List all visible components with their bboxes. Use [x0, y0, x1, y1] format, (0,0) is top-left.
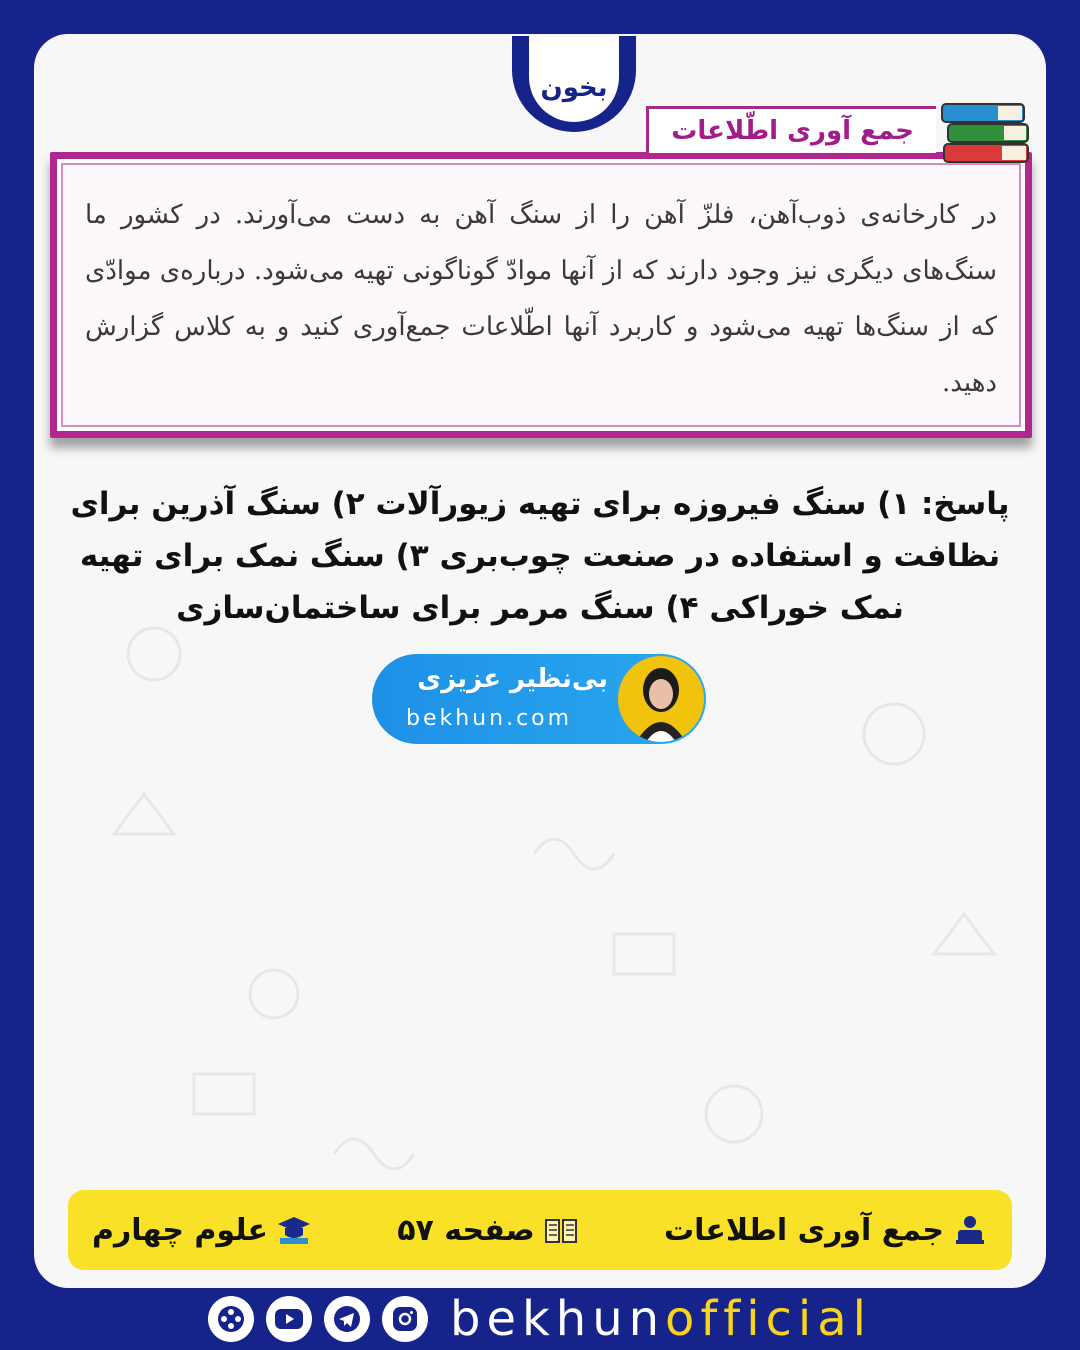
film-icon[interactable] — [208, 1296, 254, 1342]
youtube-icon[interactable] — [266, 1296, 312, 1342]
brand-logo: بخون — [540, 73, 608, 103]
info-page — [397, 1212, 578, 1248]
excerpt-frame — [50, 152, 1032, 438]
brand-handle-part2: official — [665, 1291, 873, 1347]
excerpt-paragraph: در کارخانه‌ی ذوب‌آهن، فلزّ آهن را از سنگ آهن به دست می‌آورند. در کشور ما سنگ‌های دیگری نیز وجود دارند که از آنها موادّ گوناگونی تهیه می‌شود. درباره‌ی موادّی که از سنگ‌ها تهیه می‌شود و کاربرد آنها اطّلاعات جمع‌آوری کنید و به کلاس گزارش دهید. — [85, 200, 997, 398]
info-topic — [664, 1212, 988, 1248]
brand-handle[interactable] — [450, 1291, 872, 1347]
telegram-icon[interactable] — [324, 1296, 370, 1342]
footer-social — [0, 1288, 1080, 1350]
instagram-icon[interactable] — [382, 1296, 428, 1342]
info-subject-label: علوم چهارم — [92, 1212, 268, 1248]
author-badge — [372, 654, 706, 744]
teacher-icon — [952, 1212, 988, 1248]
answer-text: پاسخ: ۱) سنگ فیروزه برای تهیه زیورآلات ۲) سنگ آذرین برای نظافت و استفاده در صنعت چوب‌بری ۳) سنگ نمک برای تهیه نمک خوراکی ۴) سنگ مرمر برای ساختمان‌سازی — [70, 486, 1010, 626]
info-page-label: صفحه ۵۷ — [397, 1212, 535, 1248]
excerpt-header-label: جمع آوری اطّلاعات — [671, 116, 914, 146]
author-avatar — [618, 656, 704, 742]
author-name: بی‌نظیر عزیزی — [417, 664, 608, 694]
info-subject — [92, 1212, 312, 1248]
books-icon — [938, 94, 1034, 168]
open-book-icon — [543, 1212, 579, 1248]
excerpt-header — [646, 106, 936, 153]
graduation-cap-icon — [276, 1212, 312, 1248]
brand-handle-part1: bekhun — [449, 1291, 666, 1347]
textbook-excerpt — [50, 94, 1040, 464]
author-website[interactable]: bekhun.com — [406, 706, 573, 731]
info-bar — [68, 1190, 1012, 1270]
info-topic-label: جمع آوری اطلاعات — [663, 1212, 944, 1248]
